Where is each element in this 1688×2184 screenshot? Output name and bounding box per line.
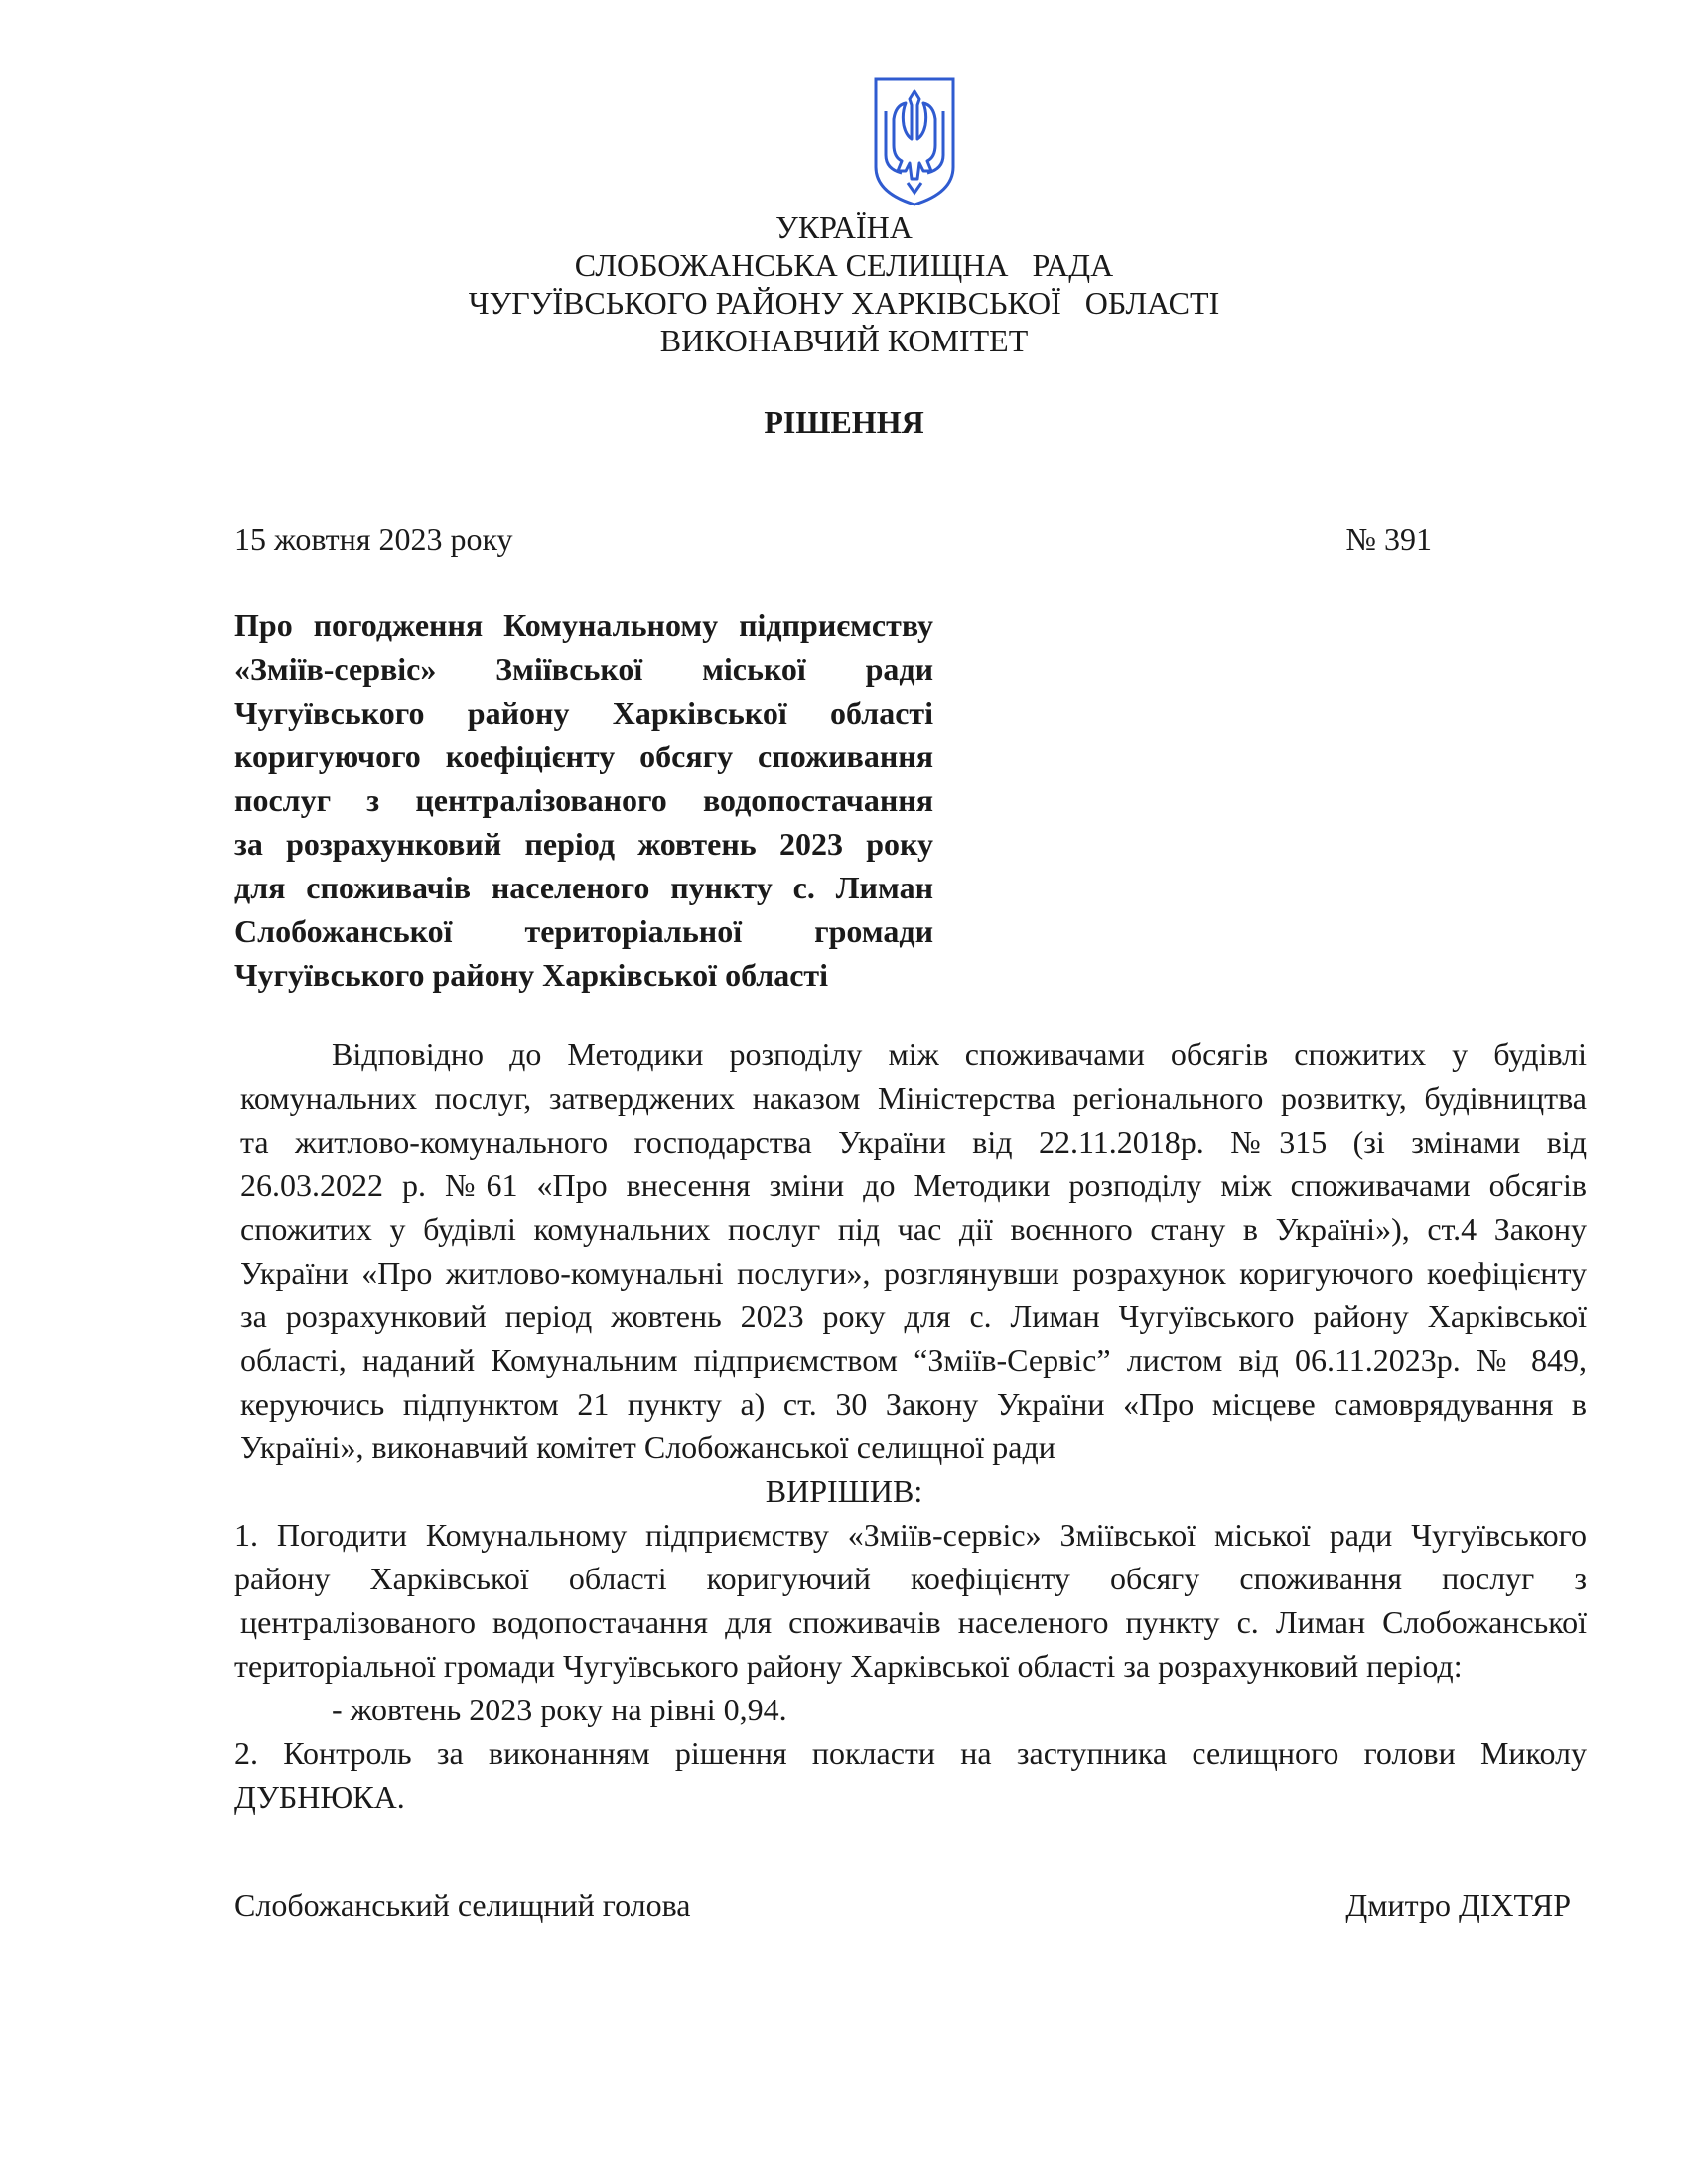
header-council: СЛОБОЖАНСЬКА СЕЛИЩНА РАДА: [574, 247, 1114, 283]
header-committee: ВИКОНАВЧИЙ КОМІТЕТ: [659, 323, 1029, 358]
subject-line: Слобожанської територіальної громади: [234, 913, 933, 949]
signature-position: Слобожанський селищний голова: [234, 1887, 691, 1923]
decision-item-2-line: 2. Контроль за виконанням рішення покласти на заступника селищного голови Миколу: [234, 1735, 1587, 1771]
signature-name: Дмитро ДІХТЯР: [1345, 1887, 1571, 1923]
subject-line: Про погодження Комунальному підприємству: [234, 608, 933, 643]
preamble-line: Україні», виконавчий комітет Слобожанської селищної ради: [240, 1430, 1055, 1465]
coat-of-arms-of-ukraine-icon: [872, 75, 957, 208]
subject-line: за розрахунковий період жовтень 2023 року: [234, 826, 933, 862]
decision-item-2-line: ДУБНЮКА.: [234, 1779, 405, 1815]
document-number: № 391: [1345, 521, 1432, 557]
preamble-line: України «Про житлово-комунальні послуги», розглянувши розрахунок коригуючого коефіцієнту: [240, 1255, 1587, 1291]
header-region: ЧУГУЇВСЬКОГО РАЙОНУ ХАРКІВСЬКОЇ ОБЛАСТІ: [468, 285, 1220, 321]
document-header: [0, 208, 1688, 359]
header-country: УКРАЇНА: [775, 209, 913, 245]
preamble-line: та житлово-комунального господарства України від 22.11.2018р. №315 (зі змінами від: [240, 1124, 1587, 1160]
preamble-line: за розрахунковий період жовтень 2023 року для с. Лиман Чугуївського району Харківської: [240, 1298, 1587, 1334]
document-title: РІШЕННЯ: [764, 404, 924, 440]
subject-line: Чугуївського району Харківської області: [234, 695, 933, 731]
preamble-line: керуючись підпунктом 21 пункту а) ст. 30 Закону України «Про місцеве самоврядування в: [240, 1386, 1587, 1422]
preamble-line: Відповідно до Методики розподілу між споживачами обсягів спожитих у будівлі: [332, 1036, 1587, 1072]
decision-item-1-line: територіальної громади Чугуївського району Харківської області за розрахунковий період:: [234, 1648, 1463, 1684]
preamble-line: області, наданий Комунальним підприємством “Зміїв-Сервіс” листом від 06.11.2023р. № 849,: [240, 1342, 1587, 1378]
decision-item-1-line: централізованого водопостачання для споживачів населеного пункту с. Лиман Слобожанської: [240, 1604, 1587, 1640]
decided-heading: ВИРІШИВ:: [765, 1473, 923, 1509]
subject-line: послуг з централізованого водопостачання: [234, 782, 933, 818]
document-subject: [234, 604, 933, 997]
preamble-line: спожитих у будівлі комунальних послуг під час дії воєнного стану в Україні»), ст.4 Закону: [240, 1211, 1587, 1247]
document-date: 15 жовтня 2023 року: [234, 521, 513, 557]
preamble-line: 26.03.2022 р. №61 «Про внесення зміни до Методики розподілу між споживачами обсягів: [240, 1167, 1587, 1203]
subject-line: Чугуївського району Харківської області: [234, 957, 829, 993]
subject-line: для споживачів населеного пункту с. Лиман: [234, 870, 933, 905]
subject-line: коригуючого коефіцієнту обсягу споживання: [234, 739, 933, 774]
decision-item-1-line: 1. Погодити Комунальному підприємству «Зміїв-сервіс» Зміївської міської ради Чугуївського: [234, 1517, 1587, 1553]
decision-item-1-line: району Харківської області коригуючий коефіцієнту обсягу споживання послуг з: [234, 1561, 1587, 1596]
decision-item-1-sub: - жовтень 2023 року на рівні 0,94.: [332, 1692, 787, 1727]
subject-line: «Зміїв-сервіс» Зміївської міської ради: [234, 651, 933, 687]
preamble-line: комунальних послуг, затверджених наказом Міністерства регіонального розвитку, будівництва: [240, 1080, 1587, 1116]
